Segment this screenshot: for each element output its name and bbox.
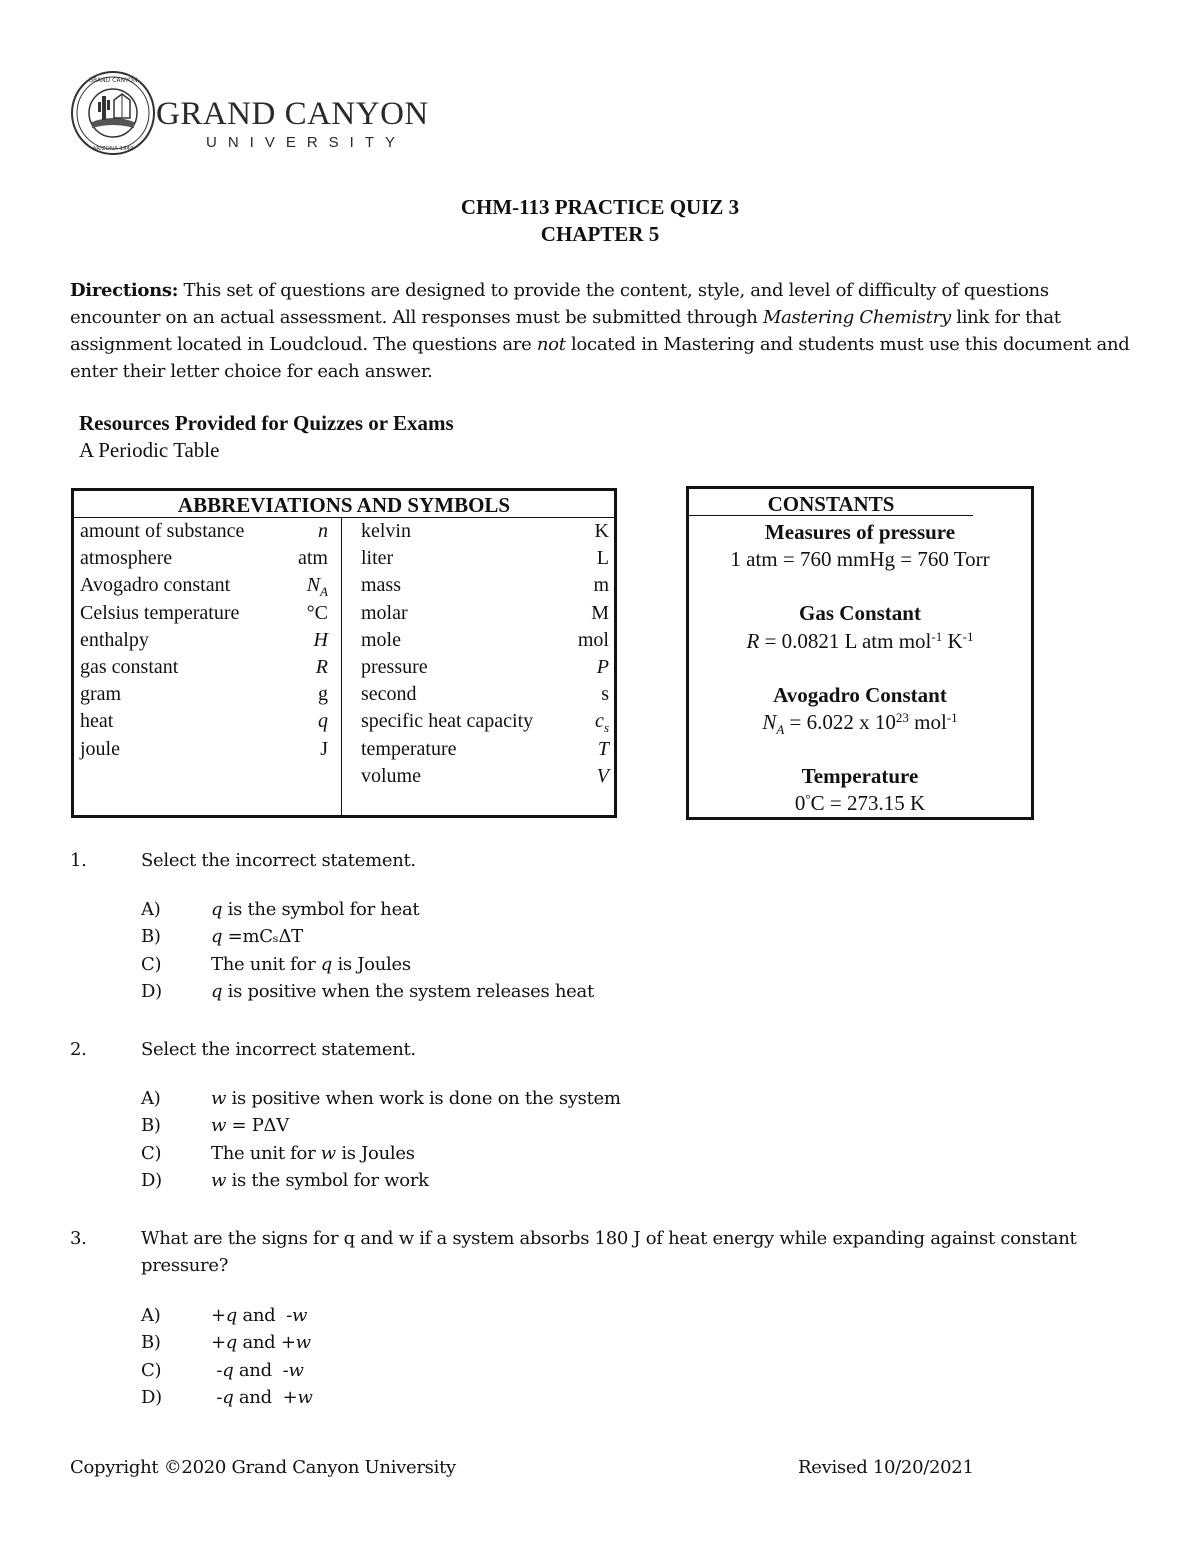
abbreviation-symbol xyxy=(316,654,328,681)
abbreviation-row xyxy=(80,545,328,572)
gas-constant-exp1: -1 xyxy=(931,629,943,644)
abbreviation-symbol xyxy=(298,545,328,572)
option-variable: w xyxy=(211,1169,227,1191)
resources-title: Resources Provided for Quizzes or Exams xyxy=(79,411,454,435)
option-letter: B) xyxy=(141,1115,161,1137)
abbreviation-symbol-text: J xyxy=(320,737,328,760)
avogadro-symbol: N xyxy=(762,710,777,734)
option-fragment: is the symbol for work xyxy=(226,1169,429,1191)
abbreviation-name: mass xyxy=(361,574,401,597)
pressure-value: 1 atm = 760 mmHg = 760 Torr xyxy=(730,547,990,571)
abbreviation-name: pressure xyxy=(361,655,428,678)
abbreviation-symbol-text: s xyxy=(601,683,609,706)
question-number: 1. xyxy=(70,850,87,871)
option-variable: q xyxy=(320,953,333,975)
abbreviation-symbol xyxy=(601,681,609,708)
option-letter: C) xyxy=(141,953,162,975)
abbreviation-symbol xyxy=(307,600,328,627)
option-letter: D) xyxy=(141,1386,162,1408)
question-number: 2. xyxy=(70,1039,87,1060)
constants-heading: CONSTANTS xyxy=(689,489,973,516)
option-text xyxy=(211,1332,311,1353)
temp-kelvin: C = 273.15 K xyxy=(810,791,926,815)
abbreviation-name: enthalpy xyxy=(80,628,149,651)
abbreviation-name: Celsius temperature xyxy=(80,601,240,624)
abbreviation-row xyxy=(361,708,609,735)
option-text xyxy=(211,926,303,947)
abbreviations-divider xyxy=(341,517,342,815)
option-letter: A) xyxy=(141,1305,161,1326)
option-variable: w xyxy=(292,1305,308,1326)
abbreviation-symbol-text: g xyxy=(318,683,328,706)
question-text: Select the incorrect statement. xyxy=(141,850,416,871)
option-letter: C) xyxy=(141,1359,162,1381)
directions-text-1: This set of questions are designed to provide the content, style, and level of difficulty of questions encounter on an actual assessment. All responses must be submitted through xyxy=(70,280,1049,328)
abbreviation-symbol-text: L xyxy=(596,547,609,570)
temperature-title: Temperature xyxy=(801,764,919,788)
option-variable: q xyxy=(211,926,223,948)
option-fragment: and + xyxy=(233,1386,298,1408)
option-letter: B) xyxy=(141,1332,161,1354)
abbreviation-symbol xyxy=(597,545,609,572)
avogadro-unit: mol xyxy=(908,710,947,734)
option-fragment: - xyxy=(211,1386,223,1408)
gas-constant-kelvin: K xyxy=(942,629,963,653)
abbreviation-symbol-text: M xyxy=(591,601,609,624)
option-letter: A) xyxy=(141,1088,161,1109)
option-letter: B) xyxy=(141,926,161,948)
abbreviation-name: mole xyxy=(361,628,401,651)
temp-degree: ° xyxy=(805,791,811,806)
option-letter: A) xyxy=(141,899,161,920)
abbreviation-name: second xyxy=(361,683,417,706)
abbreviation-symbol-text: V xyxy=(596,764,609,787)
option-variable: q xyxy=(225,1305,238,1326)
abbreviation-row xyxy=(80,572,328,599)
option-fragment: and - xyxy=(237,1305,293,1326)
constants-box xyxy=(686,486,1034,820)
quiz-title: CHM-113 PRACTICE QUIZ 3 xyxy=(460,195,740,219)
option-text xyxy=(211,1143,415,1164)
abbreviation-symbol-subscript: A xyxy=(320,584,328,600)
abbreviation-row xyxy=(361,518,609,545)
resources-subtitle: A Periodic Table xyxy=(79,438,220,462)
directions-text-2: link for that assignment located in Loudcloud. The questions are xyxy=(70,307,1061,355)
avogadro-unit-exponent: -1 xyxy=(946,710,958,725)
option-variable: w xyxy=(295,1332,311,1354)
option-variable: w xyxy=(211,1088,227,1109)
option-text xyxy=(211,1115,289,1136)
option-variable: q xyxy=(222,1359,234,1381)
abbreviation-row xyxy=(80,681,328,708)
abbreviation-name: gas constant xyxy=(80,655,179,678)
option-fragment: = PΔV xyxy=(226,1115,289,1137)
option-fragment: is positive when work is done on the system xyxy=(226,1088,621,1109)
abbreviation-name: atmosphere xyxy=(80,547,173,570)
abbreviation-symbol-text: °C xyxy=(306,601,328,624)
svg-text:GRAND CANYON: GRAND CANYON xyxy=(88,77,138,84)
logo-wordmark xyxy=(156,96,429,151)
abbreviation-row xyxy=(361,572,609,599)
footer-revised: Revised 10/20/2021 xyxy=(798,1457,974,1478)
abbreviation-row xyxy=(80,708,328,735)
option-fragment: The unit for xyxy=(211,1142,321,1164)
abbreviation-row xyxy=(361,763,609,790)
chapter-title: CHAPTER 5 xyxy=(540,222,660,246)
abbreviation-name: gram xyxy=(80,683,122,706)
abbreviation-row xyxy=(80,518,328,545)
abbreviation-symbol-text: n xyxy=(318,520,328,542)
abbreviation-row xyxy=(361,736,609,763)
abbreviation-name: volume xyxy=(361,764,421,787)
abbreviation-symbol xyxy=(597,654,609,681)
question-number: 3. xyxy=(70,1228,87,1249)
option-variable: w xyxy=(320,1142,336,1164)
option-fragment: is Joules xyxy=(335,1142,415,1164)
option-fragment: is Joules xyxy=(332,953,411,975)
abbreviation-symbol-subscript: s xyxy=(603,720,609,736)
abbreviation-symbol xyxy=(593,572,609,599)
directions-label: Directions: xyxy=(70,280,179,301)
option-variable: q xyxy=(211,899,223,920)
abbreviation-row xyxy=(361,681,609,708)
abbreviation-row xyxy=(361,545,609,572)
directions-paragraph xyxy=(70,277,1130,385)
gas-constant-symbol: R xyxy=(746,629,760,653)
abbreviation-name: Avogadro constant xyxy=(80,574,231,597)
logo-name-line1: GRAND CANYON xyxy=(156,96,429,132)
abbreviation-row xyxy=(80,736,328,763)
abbreviations-right-column xyxy=(361,518,609,790)
abbreviation-row xyxy=(80,654,328,681)
abbreviation-name: molar xyxy=(361,601,408,624)
abbreviation-symbol xyxy=(318,708,328,735)
option-variable: q xyxy=(222,1386,234,1408)
option-fragment: - xyxy=(211,1359,223,1381)
abbreviation-row xyxy=(361,600,609,627)
gas-constant-title: Gas Constant xyxy=(799,601,921,625)
gas-constant-number: = 0.0821 L atm mol xyxy=(759,629,932,653)
option-fragment: The unit for xyxy=(211,953,321,975)
university-seal-icon xyxy=(70,70,156,156)
avogadro-exponent: 23 xyxy=(895,710,909,725)
option-variable: w xyxy=(211,1115,227,1137)
abbreviation-symbol xyxy=(597,763,609,790)
option-variable: q xyxy=(225,1332,238,1354)
abbreviation-symbol xyxy=(318,518,328,545)
abbreviation-symbol xyxy=(598,736,609,763)
directions-emphasis: not xyxy=(536,334,566,355)
option-fragment: is positive when the system releases heat xyxy=(222,980,594,1002)
abbreviation-symbol-text: P xyxy=(596,655,609,678)
abbreviation-row xyxy=(80,600,328,627)
abbreviations-heading: ABBREVIATIONS AND SYMBOLS xyxy=(74,491,614,518)
temperature-value xyxy=(689,791,1031,816)
footer-copyright: Copyright ©2020 Grand Canyon University xyxy=(70,1457,456,1478)
option-letter: D) xyxy=(141,1169,162,1191)
abbreviation-symbol xyxy=(314,627,328,654)
abbreviation-symbol-text: c xyxy=(595,710,604,733)
option-text xyxy=(211,1170,429,1191)
abbreviation-name: liter xyxy=(361,547,394,570)
option-text xyxy=(211,1360,304,1381)
abbreviation-name: joule xyxy=(80,737,120,760)
avogadro-title: Avogadro Constant xyxy=(773,683,947,707)
abbreviation-row xyxy=(361,627,609,654)
university-logo xyxy=(70,70,430,156)
option-fragment: + xyxy=(211,1332,226,1354)
abbreviation-row xyxy=(361,654,609,681)
abbreviation-name: specific heat capacity xyxy=(361,710,534,733)
gas-constant-value xyxy=(689,629,1031,654)
abbreviation-symbol xyxy=(318,681,328,708)
abbreviation-symbol-text: R xyxy=(315,655,328,678)
abbreviation-symbol-text: T xyxy=(597,737,609,760)
abbreviation-symbol-text: m xyxy=(593,574,609,597)
abbreviation-name: temperature xyxy=(361,737,457,760)
pressure-title: Measures of pressure xyxy=(764,520,956,544)
logo-name-line2: UNIVERSITY xyxy=(206,134,407,151)
abbreviation-symbol xyxy=(591,600,609,627)
directions-text-3: located in Mastering and students must use this document and enter their letter choice for each answer. xyxy=(70,334,1130,382)
question-text: What are the signs for q and w if a system absorbs 180 J of heat energy while expanding against constant pressure? xyxy=(141,1228,1077,1276)
abbreviation-symbol xyxy=(578,627,609,654)
avogadro-number: = 6.022 x 10 xyxy=(784,710,896,734)
abbreviation-symbol-text: q xyxy=(318,710,328,733)
option-letter: D) xyxy=(141,980,162,1002)
abbreviation-name: amount of substance xyxy=(80,520,245,542)
option-text xyxy=(211,1305,307,1326)
option-variable: w xyxy=(288,1359,304,1381)
gas-constant-exp2: -1 xyxy=(962,629,974,644)
option-fragment: and - xyxy=(233,1359,289,1381)
abbreviation-name: kelvin xyxy=(361,520,411,542)
option-text xyxy=(211,1088,621,1109)
option-fragment: and + xyxy=(237,1332,296,1354)
abbreviation-symbol-text: N xyxy=(306,574,321,597)
abbreviation-symbol-text: atm xyxy=(298,547,328,570)
option-fragment: + xyxy=(211,1305,226,1326)
avogadro-subscript: A xyxy=(776,722,785,738)
abbreviation-symbol-text: mol xyxy=(577,628,609,651)
option-letter: C) xyxy=(141,1142,162,1164)
option-fragment: is the symbol for heat xyxy=(222,899,420,920)
abbreviation-symbol-text: K xyxy=(594,520,609,542)
abbreviation-symbol xyxy=(320,736,328,763)
abbreviation-row xyxy=(80,627,328,654)
option-variable: q xyxy=(211,980,223,1002)
abbreviations-table xyxy=(71,488,617,818)
option-fragment: =mCₛΔT xyxy=(222,926,303,948)
question-text: Select the incorrect statement. xyxy=(141,1039,416,1060)
option-text xyxy=(211,954,411,975)
option-variable: w xyxy=(297,1386,313,1408)
abbreviation-name: heat xyxy=(80,710,114,733)
avogadro-value xyxy=(689,710,1031,738)
temp-zero: 0 xyxy=(794,791,806,815)
abbreviation-symbol xyxy=(595,518,609,545)
abbreviation-symbol-text: H xyxy=(313,628,328,651)
option-text xyxy=(211,1387,313,1408)
abbreviations-left-column xyxy=(80,518,328,763)
svg-text:ARIZONA 1949: ARIZONA 1949 xyxy=(92,146,134,152)
option-text xyxy=(211,899,419,920)
mastering-chemistry-reference: Mastering Chemistry xyxy=(762,307,951,328)
option-text xyxy=(211,981,594,1002)
